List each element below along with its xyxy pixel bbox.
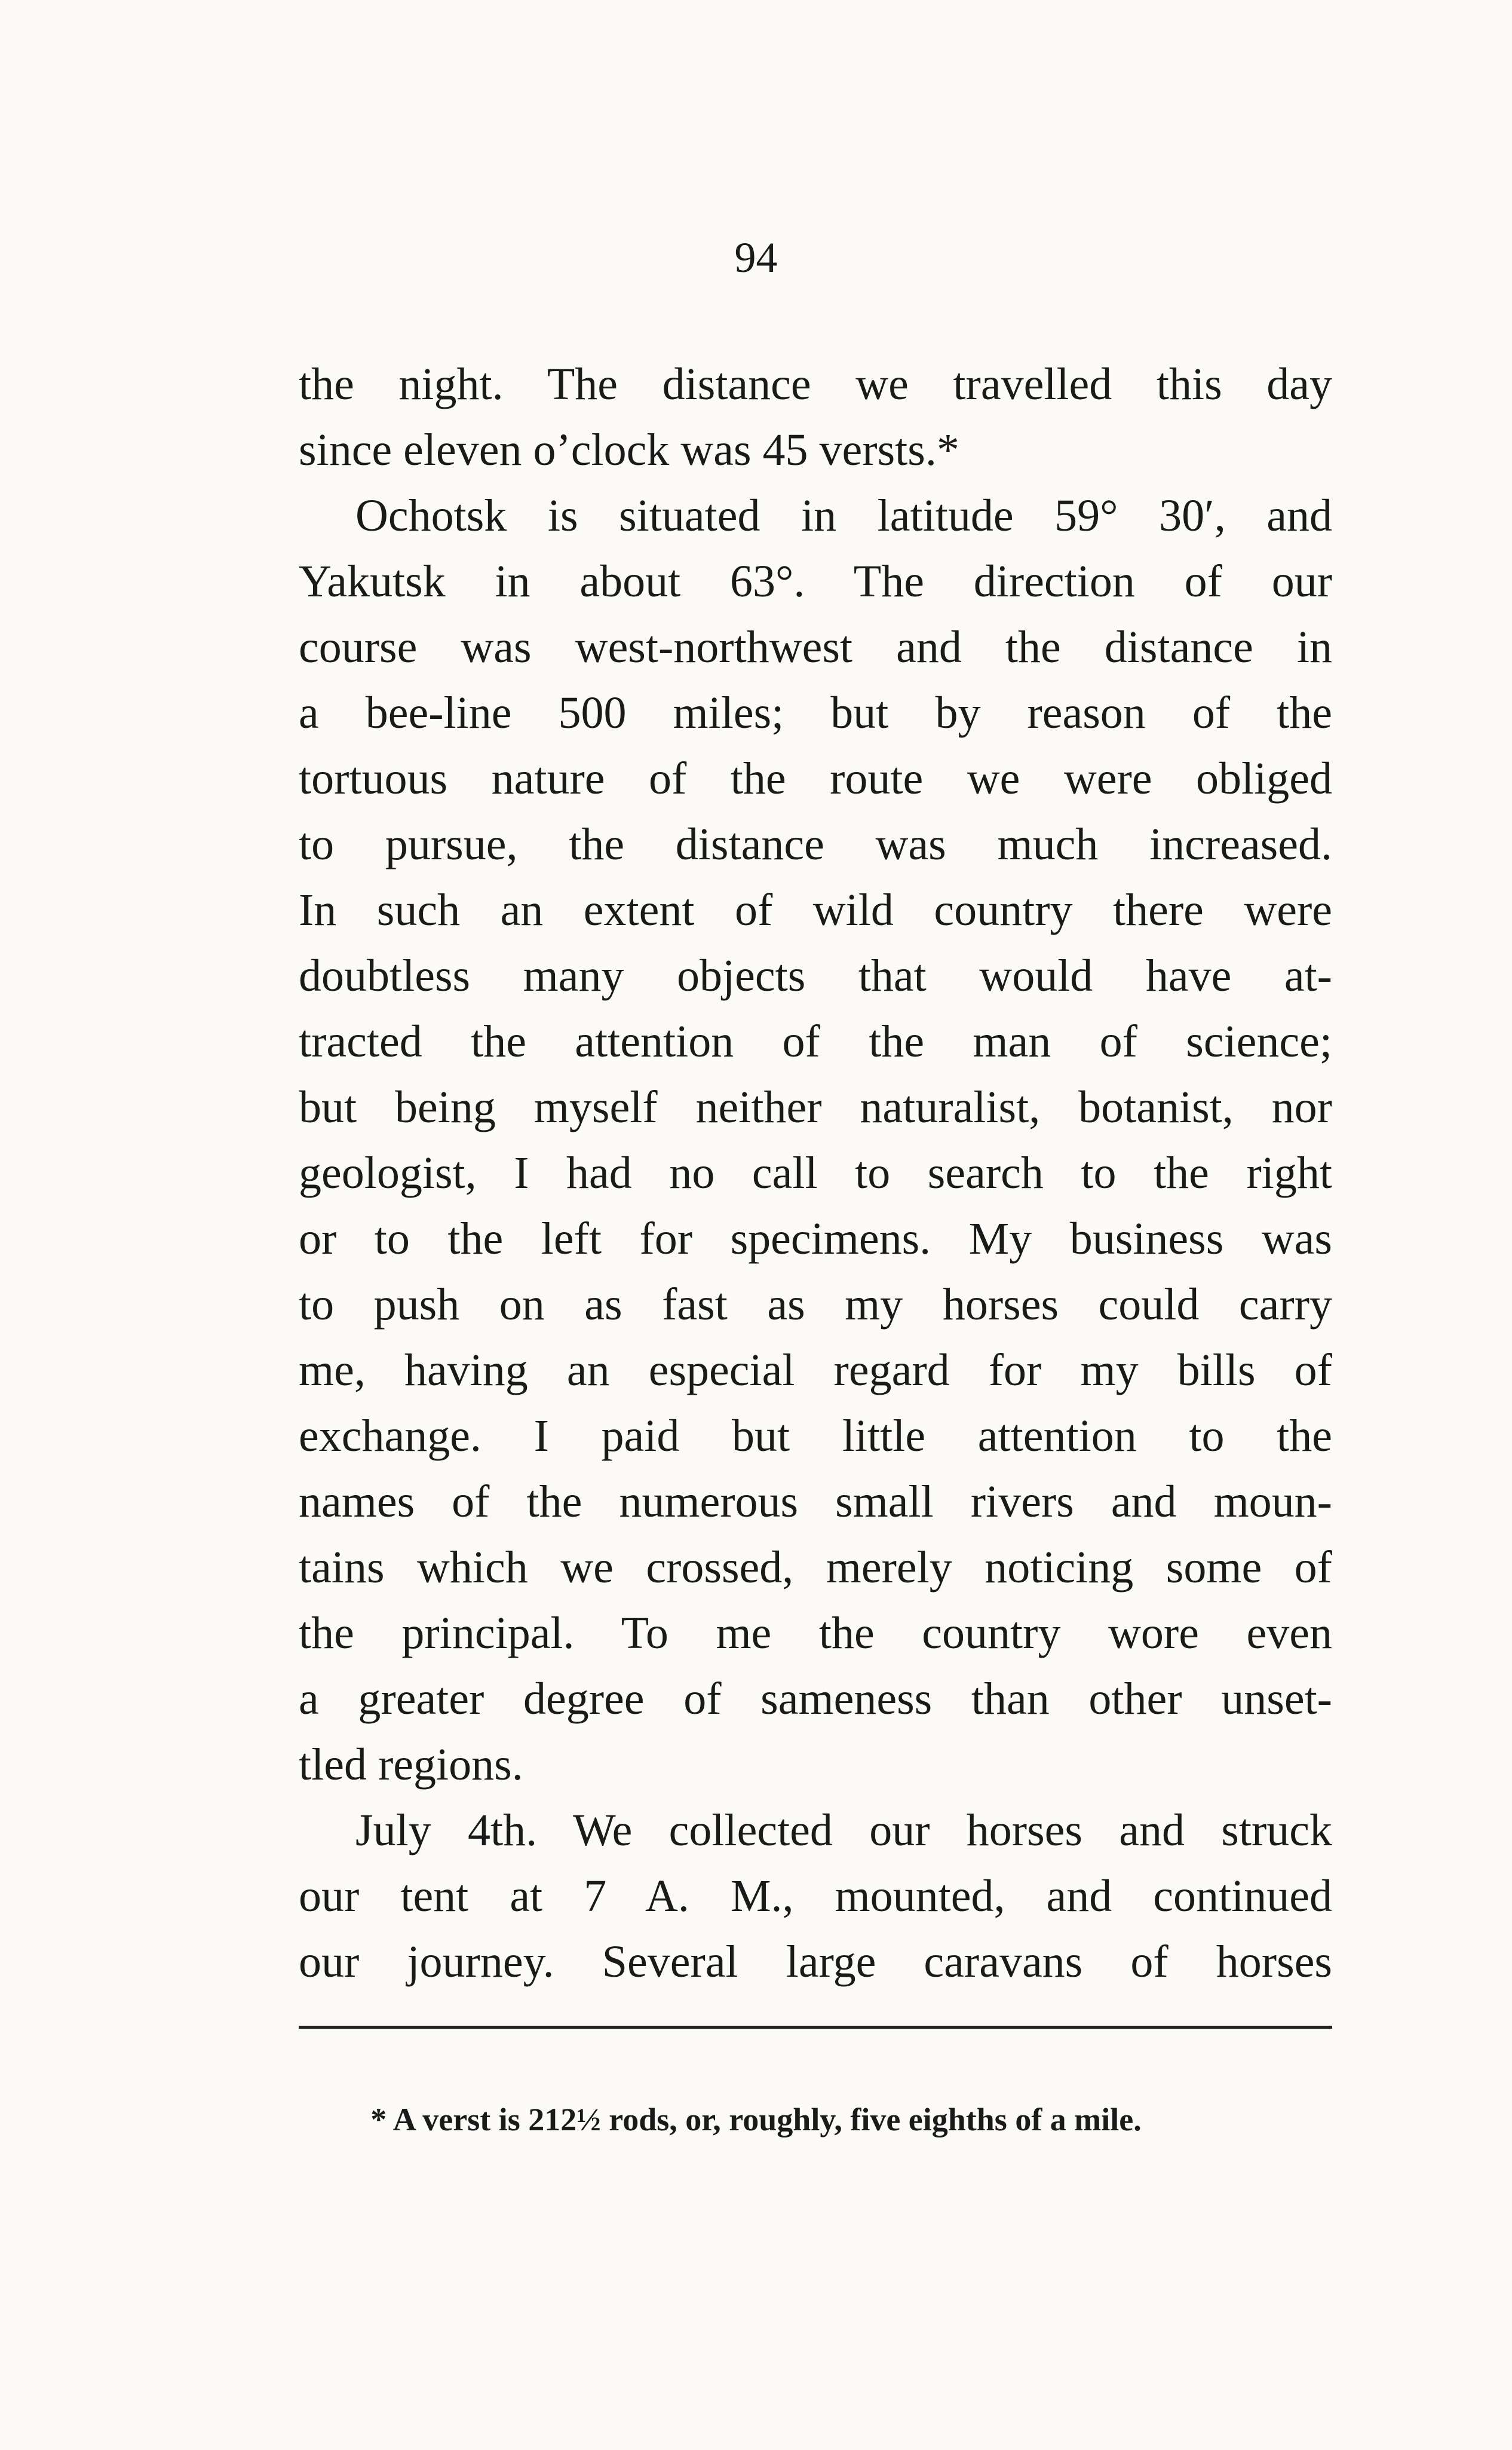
text-line: names of the numerous small rivers and moun- <box>299 1477 1332 1527</box>
text-line: Yakutsk in about 63°. The direction of our <box>299 556 1332 607</box>
text-line: Ochotsk is situated in latitude 59° 30′, and <box>355 491 1332 541</box>
text-line: to pursue, the distance was much increased. <box>299 819 1332 869</box>
text-line: the night. The distance we travelled this day <box>299 359 1332 409</box>
text-line: a bee-line 500 miles; but by reason of the <box>299 688 1332 738</box>
text-line: to push on as fast as my horses could carry <box>299 1279 1332 1330</box>
text-line: or to the left for specimens. My business was <box>299 1214 1332 1264</box>
text-line: but being myself neither naturalist, botanist, nor <box>299 1082 1332 1132</box>
text-line: tled regions. <box>299 1740 523 1790</box>
page-number: 94 <box>734 234 778 281</box>
text-line: July 4th. We collected our horses and struck <box>355 1805 1332 1855</box>
text-line: a greater degree of sameness than other unset- <box>299 1674 1332 1724</box>
text-line: In such an extent of wild country there were <box>299 885 1332 935</box>
text-line: doubtless many objects that would have at- <box>299 951 1332 1001</box>
text-line: geologist, I had no call to search to the right <box>299 1148 1332 1198</box>
text-line: the principal. To me the country wore even <box>299 1608 1332 1658</box>
text-line: since eleven o’clock was 45 versts.* <box>299 425 959 475</box>
text-line: me, having an especial regard for my bills of <box>299 1345 1332 1395</box>
text-line: course was west-northwest and the distance in <box>299 622 1332 672</box>
text-line: tortuous nature of the route we were obliged <box>299 754 1332 804</box>
body-text <box>299 351 1332 1995</box>
text-line: tracted the attention of the man of science; <box>299 1016 1332 1067</box>
text-line: our journey. Several large caravans of horses <box>299 1937 1332 1987</box>
text-line: our tent at 7 A. M., mounted, and continued <box>299 1871 1332 1921</box>
footnote: * A verst is 212½ rods, or, roughly, five eighths of a mile. <box>370 2102 1142 2137</box>
text-line: exchange. I paid but little attention to the <box>299 1411 1332 1461</box>
footnote-divider <box>299 2026 1332 2029</box>
text-line: tains which we crossed, merely noticing some of <box>299 1542 1332 1592</box>
